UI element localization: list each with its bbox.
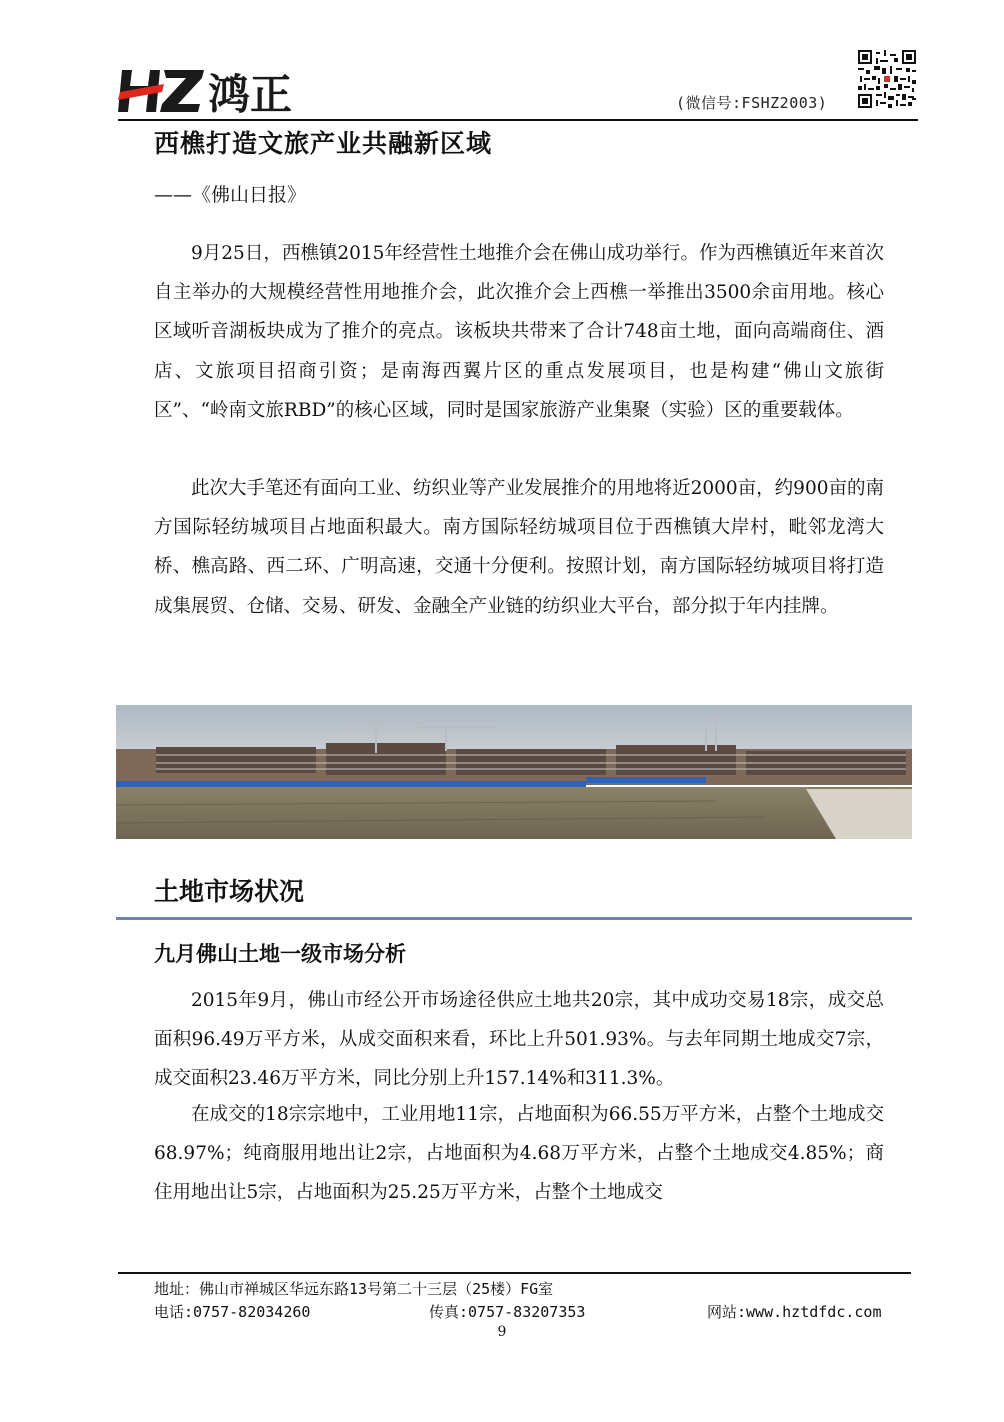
- article-paragraph: 9月25日，西樵镇2015年经营性土地推介会在佛山成功举行。作为西樵镇近年来首次自主举办的大规模经营性用地推介会，此次推介会上西樵一举推出3500余亩用地。核心区域听音湖板块成为了推介的亮点。该板块共带来了合计748亩土地，面向高端商住、酒店、文旅项目招商引资；是南海西翼片区的重点发展项目，也是构建“佛山文旅街区”、“岭南文旅RBD”的核心区域，同时是国家旅游产业集聚（实验）区的重要载体。: [154, 243, 884, 421]
- footer-fax: 传真:0757-83207353: [429, 1303, 586, 1321]
- logo-chinese-text: 鸿正: [208, 70, 293, 116]
- footer-divider: [118, 1272, 911, 1274]
- section-paragraph: 在成交的18宗宗地中，工业用地11宗，占地面积为66.55万平方米，占整个土地成交68.97%；纯商服用地出让2宗，占地面积为4.68万平方米，占整个土地成交4.85%；商住用地出让5宗，占地面积为25.25万平方米，占整个土地成交: [154, 1104, 884, 1204]
- section-paragraph: 2015年9月，佛山市经公开市场途径供应土地共20宗，其中成功交易18宗，成交总面积96.49万平方米，从成交面积来看，环比上升501.93%。与去年同期土地成交7宗，成交面积23.46万平方米，同比分别上升157.14%和311.3%。: [154, 990, 884, 1090]
- footer-address: 地址：佛山市禅城区华远东路13号第二十三层（25楼）FG室: [154, 1280, 554, 1298]
- logo-hz-letters: [118, 70, 204, 112]
- section-heading: 土地市场状况: [154, 877, 305, 906]
- page-number: 9: [497, 1324, 507, 1340]
- qr-code-icon[interactable]: [858, 50, 916, 108]
- article-title: 西樵打造文旅产业共融新区域: [154, 129, 493, 158]
- hz-logo: [118, 66, 298, 116]
- wechat-id: (微信号:FSHZ2003): [676, 94, 828, 112]
- section-subheading: 九月佛山土地一级市场分析: [154, 942, 406, 966]
- construction-site-photo: [116, 705, 912, 839]
- footer-website-link[interactable]: 网站:www.hztdfdc.com: [707, 1303, 882, 1321]
- article-source: ——《佛山日报》: [154, 184, 307, 206]
- section-divider: [116, 917, 912, 920]
- article-paragraph: 此次大手笔还有面向工业、纺织业等产业发展推介的用地将近2000亩，约900亩的南方国际轻纺城项目占地面积最大。南方国际轻纺城项目位于西樵镇大岸村，毗邻龙湾大桥、樵高路、西二环、广明高速，交通十分便利。按照计划，南方国际轻纺城项目将打造成集展贸、仓储、交易、研发、金融全产业链的纺织业大平台，部分拟于年内挂牌。: [154, 478, 884, 617]
- footer-telephone: 电话:0757-82034260: [154, 1303, 311, 1321]
- header-divider: [118, 119, 918, 121]
